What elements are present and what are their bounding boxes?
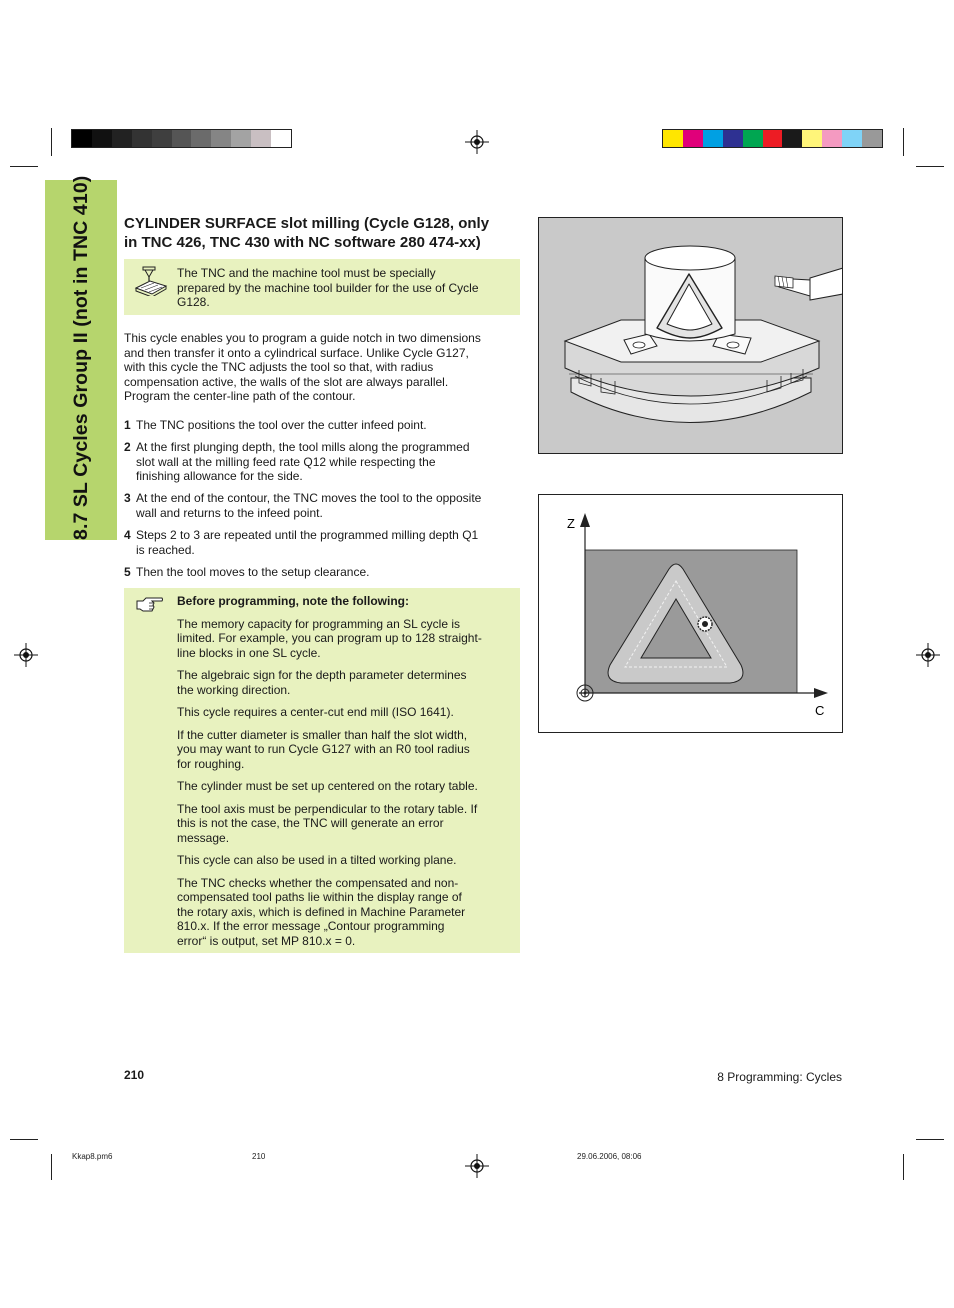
calibration-swatch [723,130,743,147]
pointing-hand-icon [136,595,164,615]
note-line: The TNC checks whether the compensated and non- [177,875,459,890]
note-paragraph [177,668,510,697]
crop-mark [903,128,904,156]
calibration-swatch [683,130,703,147]
page-number: 210 [124,1068,145,1082]
calibration-swatch [862,130,882,147]
section-side-title: 8.7 SL Cycles Group II (not in TNC 410) [70,175,92,540]
calibration-swatch [112,130,132,147]
crop-mark [916,166,944,167]
step-number: 3 [124,491,131,505]
crop-mark [10,166,38,167]
note-line: The tool axis must be perpendicular to the rotary table. If [177,801,478,816]
intro-paragraph [124,331,520,404]
heading-line: CYLINDER SURFACE slot milling (Cycle G128, only [124,215,490,232]
print-page-number: 210 [252,1152,266,1161]
registration-mark-icon [14,643,38,667]
step-number: 4 [124,528,131,542]
calibration-swatch [172,130,192,147]
print-datetime: 29.06.2006, 08:06 [577,1152,642,1161]
calibration-swatch [782,130,802,147]
calibration-swatch [271,130,291,147]
step-item [124,528,520,557]
note-line: limited. For example, you can program up to 128 straight- [177,631,482,645]
step-number: 5 [124,565,131,579]
step-item [124,565,520,580]
note-paragraph [177,705,510,720]
calibration-swatch [663,130,683,147]
intro-line: and then transfer it onto a cylindrical surface. Unlike Cycle G127, [124,345,469,360]
calibration-swatch [191,130,211,147]
note-line: The memory capacity for programming an SL cycle is [177,616,460,631]
step-item [124,440,520,484]
note-line: the rotary axis, which is defined in Machine Parameter [177,904,466,919]
step-number: 1 [124,418,131,432]
note-line: The algebraic sign for the depth parameter determines [177,668,467,682]
note-line: This cycle requires a center-cut end mill (ISO 1641). [177,705,454,719]
calibration-swatch [92,130,112,147]
note-paragraph [177,853,510,868]
heading-line: in TNC 426, TNC 430 with NC software 280 474-xx) [124,234,481,251]
note-line: 810.x. If the error message „Contour programming [177,919,445,933]
note-line: you may want to run Cycle G127 with an R0 tool radius [177,742,470,756]
note-paragraph [177,876,510,949]
contour-diagram [538,494,843,733]
note-paragraph [177,728,510,772]
step-line: Then the tool moves to the setup clearance. [136,565,370,579]
crop-mark [10,1139,38,1140]
note-line: compensated tool paths lie within the display range of [177,890,462,904]
calibration-swatch [743,130,763,147]
chapter-footer: 8 Programming: Cycles [717,1070,842,1084]
note-line: prepared by the machine tool builder for the use of Cycle [177,280,479,295]
intro-line: compensation active, the walls of the slot are always parallel. [124,374,449,389]
note-line: If the cutter diameter is smaller than half the slot width, [177,727,468,742]
note-line: the working direction. [177,682,291,697]
note-paragraph [177,802,510,846]
registration-mark-icon [465,1154,489,1178]
calibration-swatch [703,130,723,147]
file-name: Kkap8.pm6 [72,1152,113,1161]
crop-mark [916,1139,944,1140]
calibration-swatch [822,130,842,147]
note-line: for roughing. [177,756,245,771]
step-item [124,418,520,433]
step-line: At the first plunging depth, the tool mills along the programmed [136,440,470,454]
step-line: slot wall at the milling feed rate Q12 while respecting the [136,454,436,469]
step-line: At the end of the contour, the TNC moves the tool to the opposite [136,491,482,505]
calibration-swatch [251,130,271,147]
note-line: error“ is output, set MP 810.x = 0. [177,933,356,948]
note-title: Before programming, note the following: [177,594,409,608]
calibration-swatch [231,130,251,147]
note-line: The TNC and the machine tool must be specially [177,266,436,280]
intro-line: with this cycle the TNC adjusts the tool so that, with radius [124,360,434,374]
calibration-swatch [132,130,152,147]
contour-illustration [539,495,842,732]
note-line: line blocks in one SL cycle. [177,645,321,660]
note-line: This cycle can also be used in a tilted working plane. [177,853,457,867]
intro-line: This cycle enables you to program a guide notch in two dimensions [124,331,481,345]
machine-note [124,259,520,315]
calibration-swatch [211,130,231,147]
grayscale-calibration-bar [71,129,292,148]
note-paragraph [177,779,510,794]
note-line: message. [177,830,230,845]
milling-tool-icon [698,617,712,631]
machine-icon [134,266,168,296]
crop-mark [51,128,52,156]
crop-mark [903,1154,904,1180]
calibration-swatch [802,130,822,147]
step-line: is reached. [136,542,195,557]
cylinder-illustration [539,218,842,453]
calibration-swatch [763,130,783,147]
note-line: The cylinder must be set up centered on the rotary table. [177,779,478,793]
axis-label-c: C [815,703,825,718]
step-item [124,491,520,520]
calibration-swatch [72,130,92,147]
step-line: Steps 2 to 3 are repeated until the programmed milling depth Q1 [136,528,479,542]
step-line: The TNC positions the tool over the cutter infeed point. [136,418,427,432]
calibration-swatch [152,130,172,147]
color-calibration-bar [662,129,883,148]
step-number: 2 [124,440,131,454]
crop-mark [51,1154,52,1180]
note-paragraph [177,617,510,661]
step-line: finishing allowance for the side. [136,469,303,483]
intro-line: Program the center-line path of the contour. [124,389,356,403]
programming-note [124,588,520,953]
axis-label-z: Z [567,516,575,531]
step-line: wall and returns to the infeed point. [136,505,323,520]
cylinder-machining-figure [538,217,843,454]
note-line: this is not the case, the TNC will generate an error [177,816,444,830]
registration-mark-icon [916,643,940,667]
calibration-swatch [842,130,862,147]
note-line: G128. [177,295,210,309]
section-heading [124,214,524,252]
registration-mark-icon [465,130,489,154]
